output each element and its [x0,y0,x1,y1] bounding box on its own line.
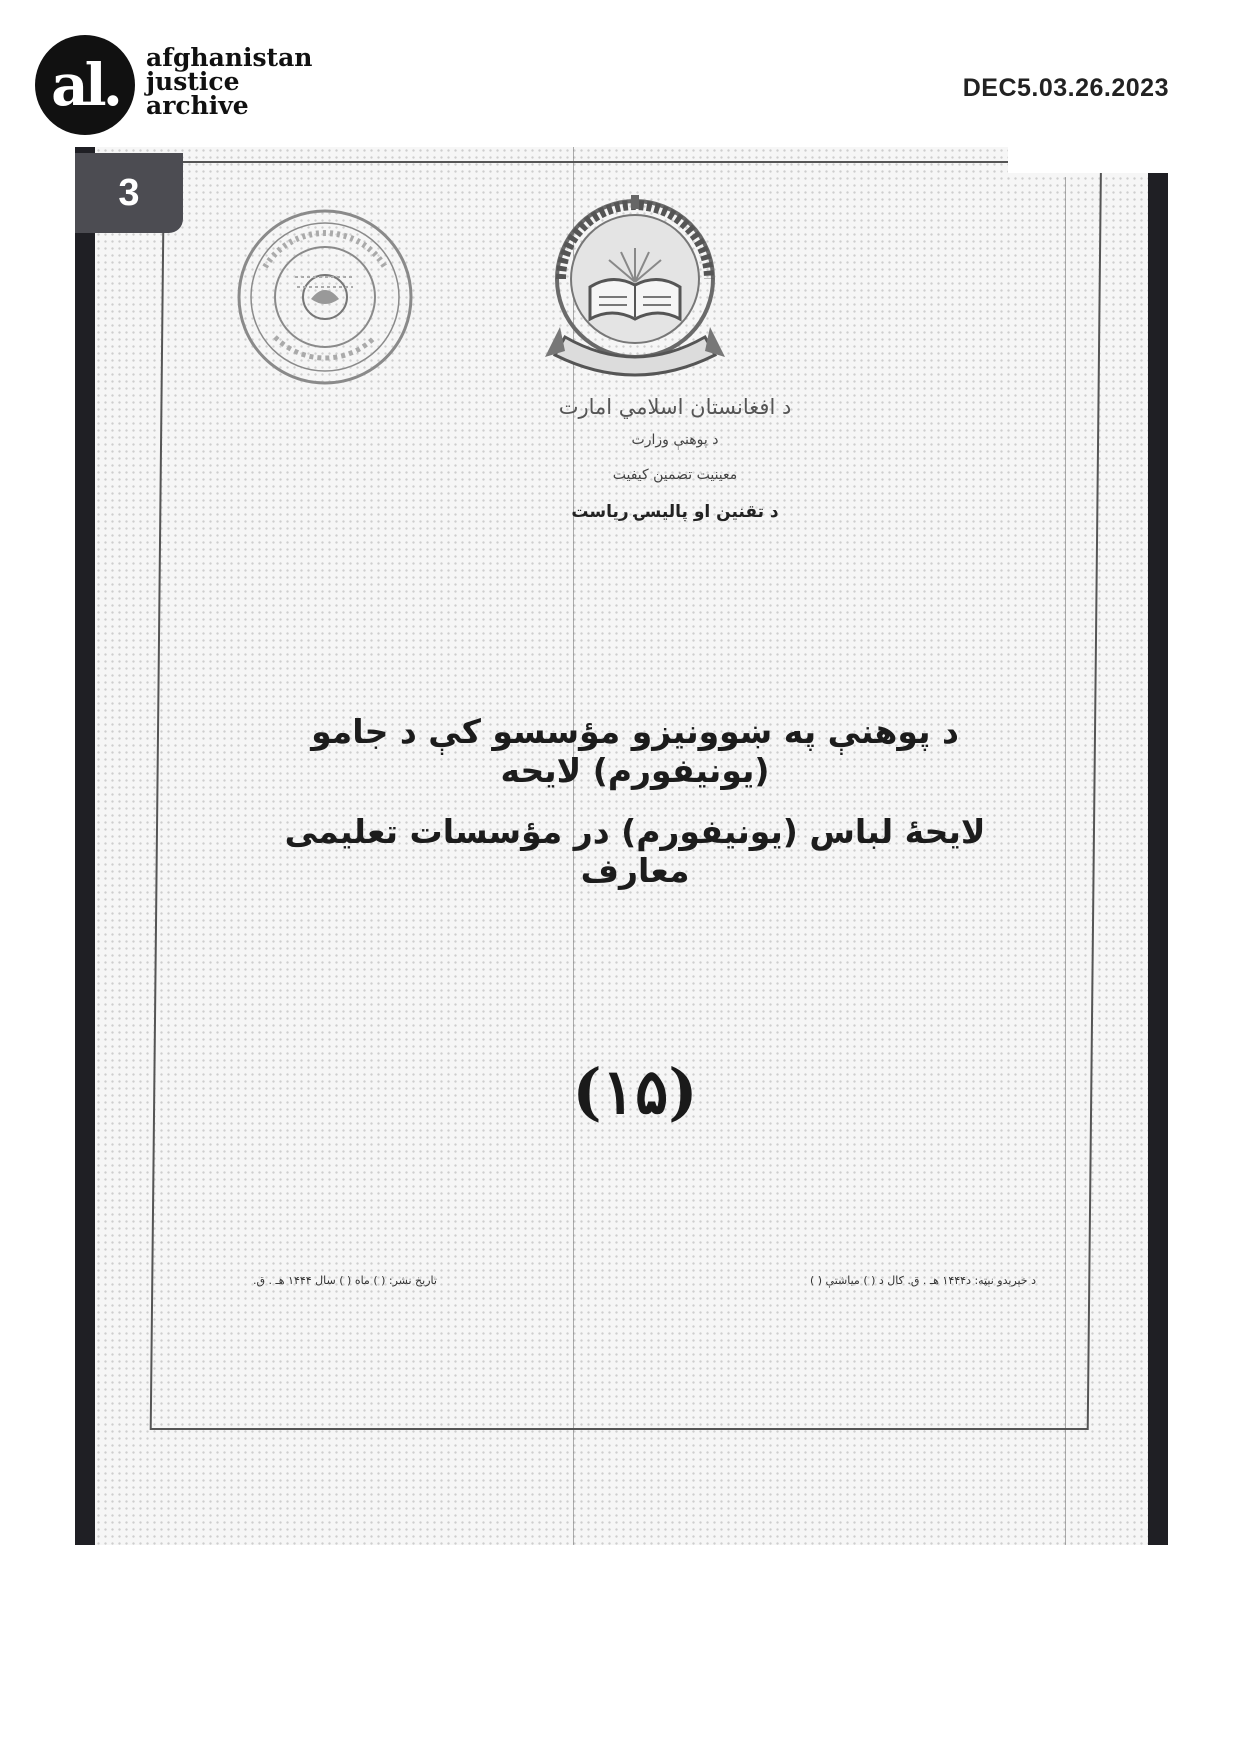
archive-name-line-2: justice [146,67,240,96]
document-number: (۱۵) [572,1055,698,1128]
scan-top-cut [1008,147,1168,173]
title-pashto: د پوهنې په ښوونیزو مؤسسو کې د جامو (یونیفورم) لایحه [311,712,959,790]
letterhead-deputy-ministry: معینیت تضمین کیفیت [612,467,738,483]
archive-name-line-3: archive [146,91,249,120]
title-dari: لایحهٔ لباس (یونیفورم) در مؤسسات تعلیمی معارف [284,812,986,890]
ministry-stamp-icon [235,207,415,387]
archive-name [146,43,313,120]
scan-right-edge [1148,173,1168,1545]
archive-logo-mark: al. [51,51,119,119]
archive-logo [35,35,135,135]
page-badge: 3 [75,153,183,233]
document-code: DEC5.03.26.2023 [962,74,1169,102]
letterhead-ministry: د پوهنې وزارت [631,432,719,448]
scanned-document [75,147,1168,1545]
letterhead-directorate: د تقنین او پالیسۍ ریاست [571,502,779,522]
document-page [95,147,1148,1545]
publication-date-dari: تاریخ نشر: ( ) ماه ( ) سال ۱۴۴۴ هـ . ق. [253,1274,437,1287]
archive-name-line-1: afghanistan [146,43,313,72]
letterhead-country: د افغانستان اسلامي امارت [558,395,792,419]
scan-left-edge [75,147,95,1545]
publication-date-pashto: د خپرېدو نېټه: د۱۴۴۴ هـ . ق. کال د ( ) میاشتې ( ) [809,1274,1036,1287]
emirate-emblem-icon [535,187,735,387]
fold-line-right [1065,177,1066,1545]
